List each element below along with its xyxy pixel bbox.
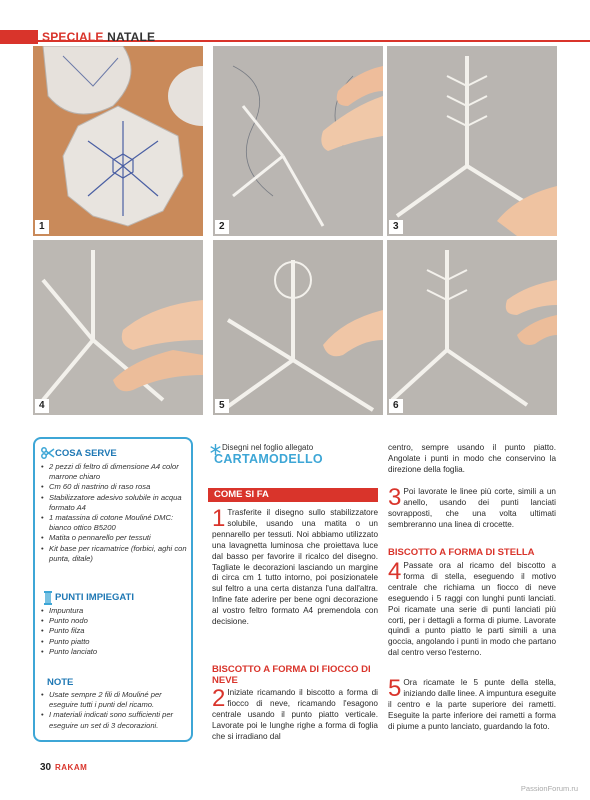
pattern-note: Disegni nel foglio allegato (222, 443, 314, 452)
magazine-name: RAKAM (55, 763, 88, 772)
list-item: • Kit base per ricamatrice (forbici, aghi con punta, ditale) (41, 544, 191, 564)
step-photo-1 (33, 46, 203, 236)
step-number: 2 (212, 685, 226, 712)
step-body: Ora ricamate le 5 punte della stella, iniziando dalle linee. A impuntura eseguite il centro e la parte superiore dei rametti. Eseguite la parte inferiore dei rametti a forma di piume a punto lanciato, guardando la foto. (388, 678, 556, 731)
list-item: • Punto piatto (41, 637, 191, 647)
section-label: SPECIALE (42, 30, 104, 44)
step-number: 4 (388, 558, 402, 585)
step-3-text (388, 484, 556, 531)
photo-number: 4 (35, 399, 49, 413)
topic-label: NATALE (107, 30, 156, 44)
photo-number: 3 (389, 220, 403, 234)
list-item: • 2 pezzi di feltro di dimensione A4 color marrone chiaro (41, 462, 191, 482)
pattern-title: CARTAMODELLO (214, 452, 323, 466)
list-item: • Punto filza (41, 626, 191, 636)
punti-title: PUNTI IMPIEGATI (55, 592, 134, 603)
thread-spool-icon (43, 591, 53, 605)
step-1-text (212, 505, 378, 628)
scissors-icon (41, 446, 55, 460)
step-number: 3 (388, 484, 402, 511)
note-title: NOTE (47, 677, 74, 688)
page-number: 30 (40, 762, 52, 773)
instructions-title: COME SI FA (214, 489, 269, 500)
list-item: • Usate sempre 2 fili di Mouliné per eseguire tutti i punti del ricamo. (41, 690, 191, 710)
photo-number: 1 (35, 220, 49, 234)
step-body: Iniziate ricamando il biscotto a forma di fiocco di neve, ricamando l'esagono centrale usando il punto piatto verticale. Lavorate poi le lunghe righe a forma di foglia che si irradiano dal (212, 688, 378, 741)
materials-box (33, 437, 193, 742)
list-item: • Punto nodo (41, 616, 191, 626)
photo-number: 2 (215, 220, 229, 234)
list-item: • Punto lanciato (41, 647, 191, 657)
notes-list (41, 690, 191, 731)
list-item: • I materiali indicati sono sufficienti per eseguire un set di 3 decorazioni. (41, 710, 191, 730)
list-item: • Cm 60 di nastrino di raso rosa (41, 482, 191, 492)
step-body: Poi lavorate le linee più corte, simili a un anello, usando dei punti lanciati sovrapposti, che una volta ultimati sembreranno una linea di crocette. (388, 487, 556, 529)
photo-number: 6 (389, 399, 403, 413)
step-number: 1 (212, 505, 226, 532)
step-body: Trasferite il disegno sullo stabilizzatore solubile, usando una matita o un pennarello per tessuti. Noi abbiamo utilizzato una lavagnetta luminosa che proiettava luce dal basso per favorire il ricalco del disegno. Tagliate le decorazioni lasciando un margine di circa cm 1 tutto intorno, poi posizionatele sul feltro a una certa distanza l'una dall'altra. Infine fate aderire per bene ogni decorazione al vostro feltro formato A4 premendola con decisione. (212, 508, 378, 627)
step-2-continued: centro, sempre usando il punto piatto. Angolate i punti in modo che conservino la direzione della foglia. (388, 443, 556, 474)
step-5-text (388, 675, 556, 733)
list-item: • Stabilizzatore adesivo solubile in acqua formato A4 (41, 493, 191, 513)
step-2-text (212, 685, 378, 743)
step-photo-4 (33, 240, 203, 415)
subhead-star: BISCOTTO A FORMA DI STELLA (388, 547, 535, 558)
step-body: Passate ora al ricamo del biscotto a forma di stella, eseguendo il motivo centrale che richiama un fiocco di neve eseguendo i 5 raggi con lunghi punti lanciati. Poi ricamate una serie di punti lanciati più corti, per i dettagli a forma di piume. Lavorate quindi a punto piatto le parti simili a una goccia, angolando i punti in modo che partano dal centro verso l'esterno. (388, 561, 556, 658)
step-number: 5 (388, 675, 402, 702)
list-item: • Matita o pennarello per tessuti (41, 533, 191, 543)
watermark: PassionForum.ru (520, 784, 578, 793)
step-photo-2 (213, 46, 383, 236)
step-photo-6 (387, 240, 557, 415)
photo-number: 5 (215, 399, 229, 413)
step-photo-5 (213, 240, 383, 415)
list-item: • 1 matassina di cotone Mouliné DMC: bianco ottico B5200 (41, 513, 191, 533)
step-photo-3 (387, 46, 557, 236)
section-header (42, 30, 155, 44)
list-item: • Impuntura (41, 606, 191, 616)
stitches-list (41, 606, 191, 657)
subhead-snowflake: BISCOTTO A FORMA DI FIOCCO DI NEVE (212, 664, 371, 686)
cosa-serve-title: COSA SERVE (55, 448, 117, 459)
step-4-text (388, 558, 556, 659)
materials-list (41, 462, 191, 564)
